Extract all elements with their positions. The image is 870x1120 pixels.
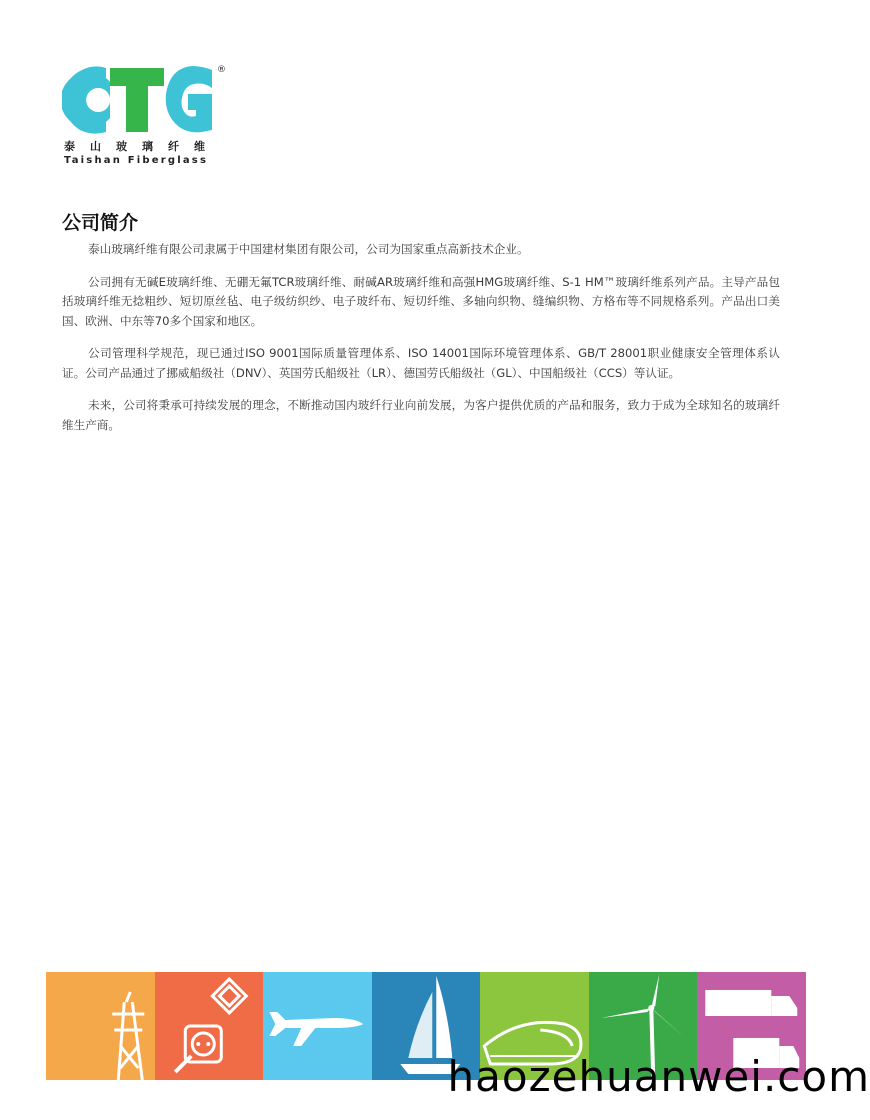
power-tower-icon (46, 972, 155, 1080)
intro-paragraph-3: 公司管理科学规范，现已通过ISO 9001国际质量管理体系、ISO 14001国际环境管理体系、GB/T 28001职业健康安全管理体系认证。公司产品通过了挪威船级社（DNV）、英国劳氏船级社（LR）、德国劳氏船级社（GL）、中国船级社（CCS）等认证。 (62, 346, 780, 380)
company-logo (62, 64, 232, 174)
company-intro-body (62, 240, 780, 448)
logo-name-english: Taishan Fiberglass (64, 155, 209, 166)
banner-panel-power (46, 972, 155, 1080)
airplane-icon (263, 972, 372, 1080)
banner-panel-aviation (263, 972, 372, 1080)
registered-mark: ® (217, 65, 226, 75)
intro-paragraph-2: 公司拥有无碱E玻璃纤维、无硼无氟TCR玻璃纤维、耐碱AR玻璃纤维和高强HMG玻璃纤维、S-1 HM™玻璃纤维系列产品。主导产品包括玻璃纤维无捻粗纱、短切原丝毡、电子级纺织纱、电子玻纤布、短切纤维、多轴向织物、缝编织物、方格布等不同规格系列。产品出口美国、欧洲、中东等70多个国家和地区。 (62, 274, 780, 328)
banner-panel-electrical (155, 972, 264, 1080)
watermark: haozehuanwei.com (447, 1052, 870, 1101)
power-socket-icon (155, 972, 264, 1080)
section-title: 公司简介 (62, 212, 139, 234)
intro-paragraph-1: 泰山玻璃纤维有限公司隶属于中国建材集团有限公司，公司为国家重点高新技术企业。 (88, 242, 529, 256)
ctg-logo-mark (62, 64, 217, 136)
logo-name-chinese: 泰山玻璃纤维 (64, 140, 220, 153)
intro-paragraph-4: 未来，公司将秉承可持续发展的理念，不断推动国内玻纤行业向前发展，为客户提供优质的产品和服务，致力于成为全球知名的玻璃纤维生产商。 (62, 398, 780, 432)
